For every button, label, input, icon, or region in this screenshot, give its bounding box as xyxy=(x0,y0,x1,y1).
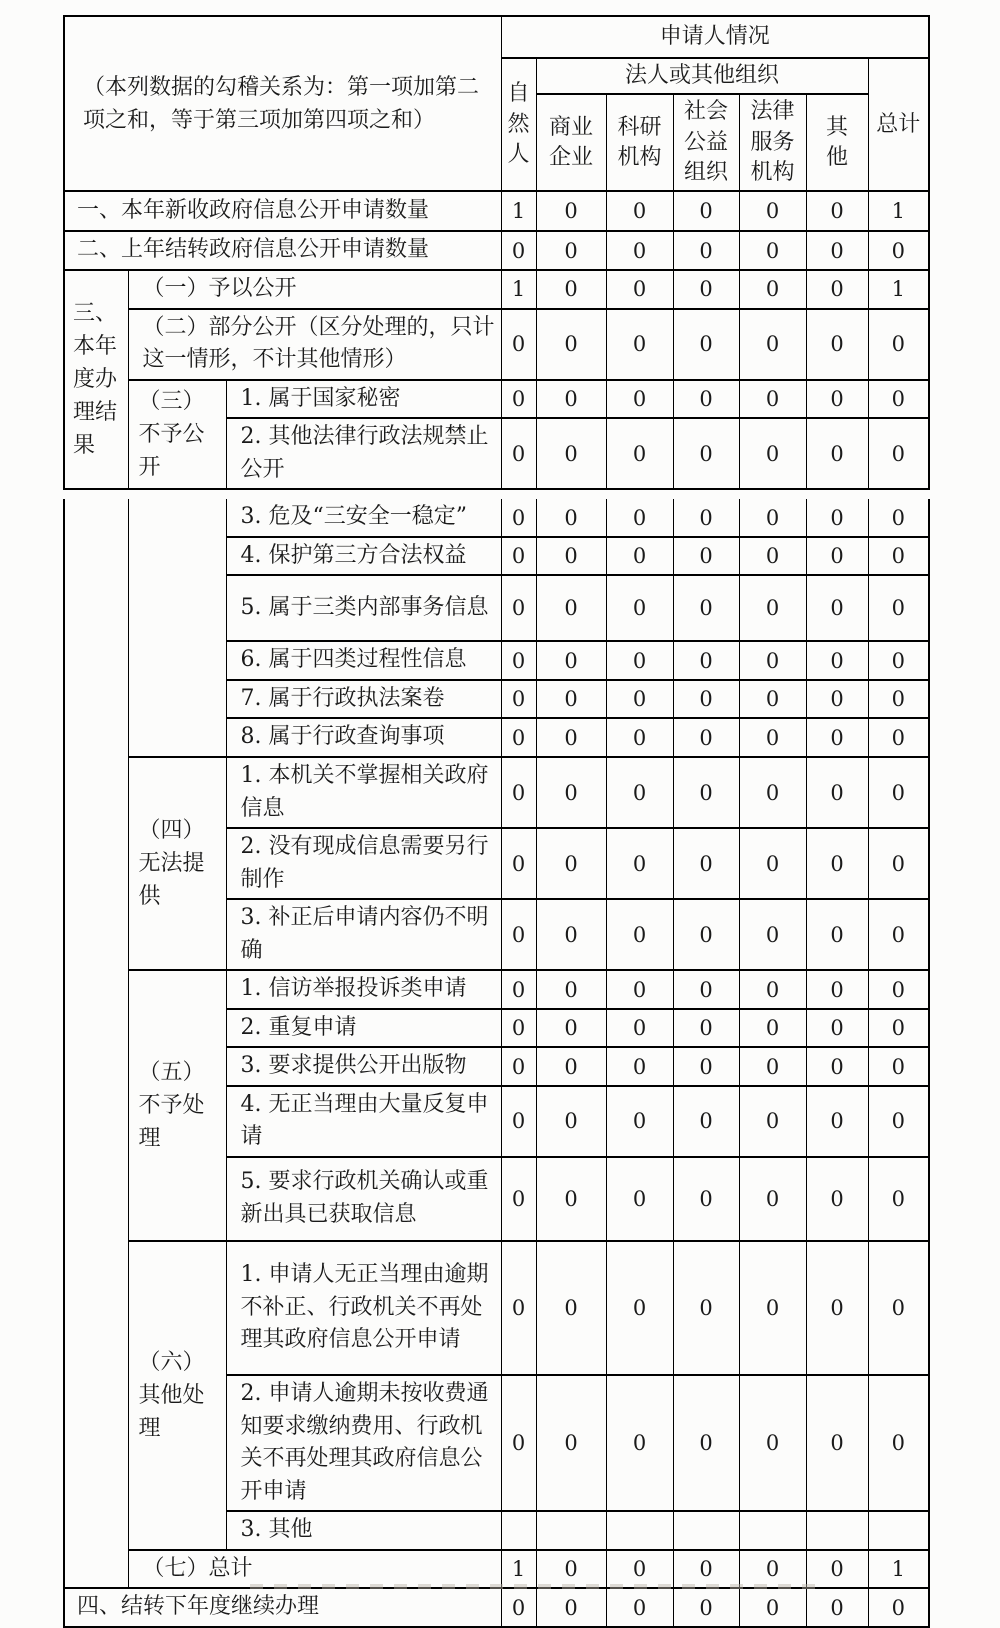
row-label-still-unclear: 3. 补正后申请内容仍不明确 xyxy=(226,899,501,970)
value-cell: 0 xyxy=(806,1375,868,1511)
value-cell: 0 xyxy=(739,537,806,576)
disclosure-table-part2 xyxy=(63,499,930,1628)
value-cell: 0 xyxy=(501,970,536,1009)
value-cell: 0 xyxy=(673,1375,739,1511)
row-label-carry-next-year: 四、结转下年度继续办理 xyxy=(64,1588,501,1627)
value-cell: 0 xyxy=(739,1047,806,1086)
value-cell: 0 xyxy=(501,1241,536,1375)
value-cell: 0 xyxy=(536,1241,606,1375)
value-cell: 0 xyxy=(501,1009,536,1048)
value-cell: 1 xyxy=(868,270,929,309)
value-cell: 0 xyxy=(673,1157,739,1241)
header-legal-or-other-org: 法人或其他组织 xyxy=(536,58,868,94)
value-cell: 0 xyxy=(536,718,606,757)
value-cell: 0 xyxy=(536,899,606,970)
row-label-publications: 3. 要求提供公开出版物 xyxy=(226,1047,501,1086)
value-cell: 0 xyxy=(501,1047,536,1086)
row-label-subtotal: （七）总计 xyxy=(128,1550,501,1589)
value-cell: 0 xyxy=(739,1375,806,1511)
value-cell: 0 xyxy=(673,718,739,757)
value-cell: 0 xyxy=(673,1086,739,1157)
value-cell: 0 xyxy=(606,270,673,309)
value-cell: 0 xyxy=(501,418,536,489)
value-cell: 0 xyxy=(868,718,929,757)
value-cell: 0 xyxy=(536,1047,606,1086)
value-cell: 0 xyxy=(501,231,536,270)
value-cell: 0 xyxy=(606,418,673,489)
value-cell: 0 xyxy=(868,575,929,641)
value-cell: 0 xyxy=(806,1157,868,1241)
row-label-confirm-obtained: 5. 要求行政机关确认或重新出具已获取信息 xyxy=(226,1157,501,1241)
row-label-granted: （一）予以公开 xyxy=(128,270,501,309)
value-cell: 0 xyxy=(673,1009,739,1048)
value-cell: 0 xyxy=(673,970,739,1009)
value-cell: 0 xyxy=(739,757,806,828)
row-label-internal-affairs: 5. 属于三类内部事务信息 xyxy=(226,575,501,641)
value-cell: 0 xyxy=(501,499,536,537)
value-cell: 0 xyxy=(673,309,739,380)
value-cell: 0 xyxy=(501,828,536,899)
value-cell: 0 xyxy=(806,499,868,537)
value-cell xyxy=(739,1511,806,1550)
value-cell: 0 xyxy=(806,191,868,231)
value-cell: 0 xyxy=(739,828,806,899)
value-cell: 0 xyxy=(739,899,806,970)
row-label-repeat-request: 2. 重复申请 xyxy=(226,1009,501,1048)
value-cell: 0 xyxy=(606,1009,673,1048)
row-label-carried-over: 二、上年结转政府信息公开申请数量 xyxy=(64,231,501,270)
value-cell: 0 xyxy=(868,828,929,899)
value-cell: 0 xyxy=(501,575,536,641)
value-cell: 0 xyxy=(673,1047,739,1086)
value-cell: 0 xyxy=(536,1009,606,1048)
section3-label: 三、本年度办理结果 xyxy=(64,270,128,489)
value-cell: 0 xyxy=(606,680,673,719)
value-cell: 1 xyxy=(868,191,929,231)
value-cell: 0 xyxy=(739,231,806,270)
value-cell: 0 xyxy=(868,380,929,419)
value-cell: 0 xyxy=(606,1241,673,1375)
value-cell xyxy=(501,1511,536,1550)
value-cell: 0 xyxy=(606,718,673,757)
value-cell: 0 xyxy=(606,1550,673,1589)
row-label-petition-type: 1. 信访举报投诉类申请 xyxy=(226,970,501,1009)
value-cell: 0 xyxy=(806,680,868,719)
value-cell: 0 xyxy=(868,1009,929,1048)
value-cell: 0 xyxy=(501,757,536,828)
value-cell: 0 xyxy=(606,1086,673,1157)
value-cell: 0 xyxy=(739,191,806,231)
value-cell: 0 xyxy=(606,1588,673,1627)
value-cell: 0 xyxy=(536,970,606,1009)
value-cell: 0 xyxy=(868,418,929,489)
value-cell: 0 xyxy=(868,899,929,970)
value-cell xyxy=(868,1511,929,1550)
row-label-law-forbidden: 2. 其他法律行政法规禁止公开 xyxy=(226,418,501,489)
value-cell: 0 xyxy=(739,1009,806,1048)
value-cell: 0 xyxy=(739,1086,806,1157)
col-header-legal-service: 法律服务机构 xyxy=(739,94,806,191)
value-cell: 0 xyxy=(673,899,739,970)
value-cell: 0 xyxy=(606,380,673,419)
value-cell: 0 xyxy=(739,499,806,537)
value-cell: 0 xyxy=(536,757,606,828)
value-cell: 0 xyxy=(673,1588,739,1627)
value-cell: 0 xyxy=(536,499,606,537)
value-cell: 0 xyxy=(536,1157,606,1241)
value-cell: 0 xyxy=(673,641,739,680)
value-cell: 0 xyxy=(673,380,739,419)
cutoff-text-remnant xyxy=(250,1584,815,1589)
value-cell xyxy=(536,1511,606,1550)
col-header-business: 商业企业 xyxy=(536,94,606,191)
value-cell: 0 xyxy=(868,1086,929,1157)
group-label-other-handling: （六）其他处理 xyxy=(128,1241,226,1550)
value-cell: 0 xyxy=(501,1086,536,1157)
value-cell: 0 xyxy=(739,1550,806,1589)
value-cell: 0 xyxy=(739,641,806,680)
value-cell xyxy=(673,1511,739,1550)
value-cell: 0 xyxy=(536,828,606,899)
value-cell: 0 xyxy=(501,718,536,757)
value-cell: 0 xyxy=(868,1241,929,1375)
row-label-no-correction: 1. 申请人无正当理由逾期不补正、行政机关不再处理其政府信息公开申请 xyxy=(226,1241,501,1375)
value-cell: 0 xyxy=(606,1157,673,1241)
value-cell: 0 xyxy=(606,757,673,828)
value-cell: 0 xyxy=(536,270,606,309)
value-cell: 0 xyxy=(606,970,673,1009)
value-cell: 0 xyxy=(606,828,673,899)
value-cell: 0 xyxy=(536,537,606,576)
value-cell: 0 xyxy=(739,418,806,489)
value-cell: 0 xyxy=(806,757,868,828)
value-cell: 0 xyxy=(806,575,868,641)
value-cell: 0 xyxy=(501,1375,536,1511)
value-cell: 0 xyxy=(868,537,929,576)
row-label-unpaid-fees: 2. 申请人逾期未按收费通知要求缴纳费用、行政机关不再处理其政府信息公开申请 xyxy=(226,1375,501,1511)
row-label-partial: （二）部分公开（区分处理的，只计这一情形，不计其他情形） xyxy=(128,309,501,380)
value-cell: 0 xyxy=(868,1588,929,1627)
group-label-unable-provide: （四）无法提供 xyxy=(128,757,226,970)
value-cell: 0 xyxy=(501,380,536,419)
value-cell: 0 xyxy=(806,899,868,970)
value-cell: 1 xyxy=(868,1550,929,1589)
value-cell: 0 xyxy=(868,1375,929,1511)
value-cell: 0 xyxy=(501,1588,536,1627)
value-cell: 0 xyxy=(606,641,673,680)
value-cell: 0 xyxy=(868,680,929,719)
value-cell: 0 xyxy=(806,380,868,419)
value-cell: 0 xyxy=(536,641,606,680)
value-cell: 0 xyxy=(739,309,806,380)
col-header-social-welfare: 社会公益组织 xyxy=(673,94,739,191)
value-cell: 0 xyxy=(739,718,806,757)
value-cell: 0 xyxy=(806,309,868,380)
value-cell: 0 xyxy=(536,380,606,419)
value-cell: 0 xyxy=(673,499,739,537)
row-label-admin-inquiry: 8. 属于行政查询事项 xyxy=(226,718,501,757)
row-label-third-party-rights: 4. 保护第三方合法权益 xyxy=(226,537,501,576)
row-label-enforcement-files: 7. 属于行政执法案卷 xyxy=(226,680,501,719)
value-cell: 0 xyxy=(501,1157,536,1241)
value-cell: 0 xyxy=(806,270,868,309)
value-cell: 0 xyxy=(806,231,868,270)
value-cell: 0 xyxy=(606,231,673,270)
value-cell: 0 xyxy=(868,309,929,380)
value-cell: 0 xyxy=(536,309,606,380)
value-cell: 0 xyxy=(501,641,536,680)
value-cell: 0 xyxy=(606,537,673,576)
value-cell: 0 xyxy=(673,828,739,899)
reconciliation-note: （本列数据的勾稽关系为：第一项加第二项之和，等于第三项加第四项之和） xyxy=(64,16,501,191)
header-applicant-situation: 申请人情况 xyxy=(501,16,929,58)
value-cell: 0 xyxy=(536,1550,606,1589)
value-cell: 0 xyxy=(501,537,536,576)
row-label-not-held: 1. 本机关不掌握相关政府信息 xyxy=(226,757,501,828)
value-cell: 0 xyxy=(806,1241,868,1375)
value-cell: 0 xyxy=(536,231,606,270)
disclosure-table-part1 xyxy=(63,15,930,490)
value-cell: 0 xyxy=(868,231,929,270)
value-cell: 0 xyxy=(536,1086,606,1157)
value-cell: 0 xyxy=(673,537,739,576)
value-cell: 0 xyxy=(806,718,868,757)
value-cell: 0 xyxy=(501,899,536,970)
value-cell: 0 xyxy=(806,1086,868,1157)
value-cell: 1 xyxy=(501,1550,536,1589)
value-cell: 0 xyxy=(806,641,868,680)
refused-group-continuation xyxy=(128,499,226,757)
value-cell: 0 xyxy=(536,1375,606,1511)
row-label-process-info: 6. 属于四类过程性信息 xyxy=(226,641,501,680)
value-cell: 0 xyxy=(806,1588,868,1627)
value-cell: 0 xyxy=(868,1047,929,1086)
value-cell: 0 xyxy=(868,757,929,828)
value-cell: 0 xyxy=(806,1550,868,1589)
value-cell: 0 xyxy=(673,757,739,828)
value-cell xyxy=(806,1511,868,1550)
value-cell: 0 xyxy=(673,231,739,270)
value-cell: 0 xyxy=(606,191,673,231)
value-cell: 0 xyxy=(673,575,739,641)
value-cell: 0 xyxy=(673,680,739,719)
page-break-gap xyxy=(63,490,1000,499)
value-cell: 0 xyxy=(606,899,673,970)
row-label-other-item: 3. 其他 xyxy=(226,1511,501,1550)
value-cell: 0 xyxy=(501,309,536,380)
section3-continuation xyxy=(64,499,128,1588)
value-cell: 0 xyxy=(536,1588,606,1627)
value-cell: 0 xyxy=(501,680,536,719)
value-cell: 1 xyxy=(501,270,536,309)
value-cell: 0 xyxy=(673,191,739,231)
row-label-endanger-safety: 3. 危及“三安全一稳定” xyxy=(226,499,501,537)
value-cell: 0 xyxy=(536,418,606,489)
value-cell: 0 xyxy=(739,1588,806,1627)
value-cell xyxy=(606,1511,673,1550)
value-cell: 0 xyxy=(806,418,868,489)
value-cell: 0 xyxy=(606,499,673,537)
value-cell: 0 xyxy=(606,1375,673,1511)
value-cell: 0 xyxy=(806,1047,868,1086)
value-cell: 0 xyxy=(673,1241,739,1375)
value-cell: 1 xyxy=(501,191,536,231)
value-cell: 0 xyxy=(806,970,868,1009)
value-cell: 0 xyxy=(536,575,606,641)
value-cell: 0 xyxy=(606,309,673,380)
value-cell: 0 xyxy=(739,380,806,419)
col-header-other xyxy=(806,94,868,191)
value-cell: 0 xyxy=(739,970,806,1009)
row-label-need-creation: 2. 没有现成信息需要另行制作 xyxy=(226,828,501,899)
row-label-mass-repeat: 4. 无正当理由大量反复申请 xyxy=(226,1086,501,1157)
value-cell: 0 xyxy=(536,680,606,719)
value-cell: 0 xyxy=(868,499,929,537)
value-cell: 0 xyxy=(868,970,929,1009)
group-label-refused: （三）不予公开 xyxy=(128,380,226,490)
value-cell: 0 xyxy=(739,270,806,309)
value-cell: 0 xyxy=(606,575,673,641)
value-cell: 0 xyxy=(739,680,806,719)
value-cell: 0 xyxy=(806,1009,868,1048)
col-header-research: 科研机构 xyxy=(606,94,673,191)
group-label-not-processed: （五）不予处理 xyxy=(128,970,226,1241)
value-cell: 0 xyxy=(868,1157,929,1241)
col-header-natural-person: 自然人 xyxy=(501,58,536,191)
value-cell: 0 xyxy=(739,575,806,641)
value-cell: 0 xyxy=(536,191,606,231)
value-cell: 0 xyxy=(806,537,868,576)
row-label-new-received: 一、本年新收政府信息公开申请数量 xyxy=(64,191,501,231)
value-cell: 0 xyxy=(739,1157,806,1241)
value-cell: 0 xyxy=(868,641,929,680)
value-cell: 0 xyxy=(739,1241,806,1375)
value-cell: 0 xyxy=(673,270,739,309)
row-label-state-secret: 1. 属于国家秘密 xyxy=(226,380,501,419)
value-cell: 0 xyxy=(673,418,739,489)
value-cell: 0 xyxy=(806,828,868,899)
col-header-other-label: 其他 xyxy=(826,114,849,170)
value-cell: 0 xyxy=(673,1550,739,1589)
value-cell: 0 xyxy=(606,1047,673,1086)
col-header-total: 总计 xyxy=(868,58,929,191)
